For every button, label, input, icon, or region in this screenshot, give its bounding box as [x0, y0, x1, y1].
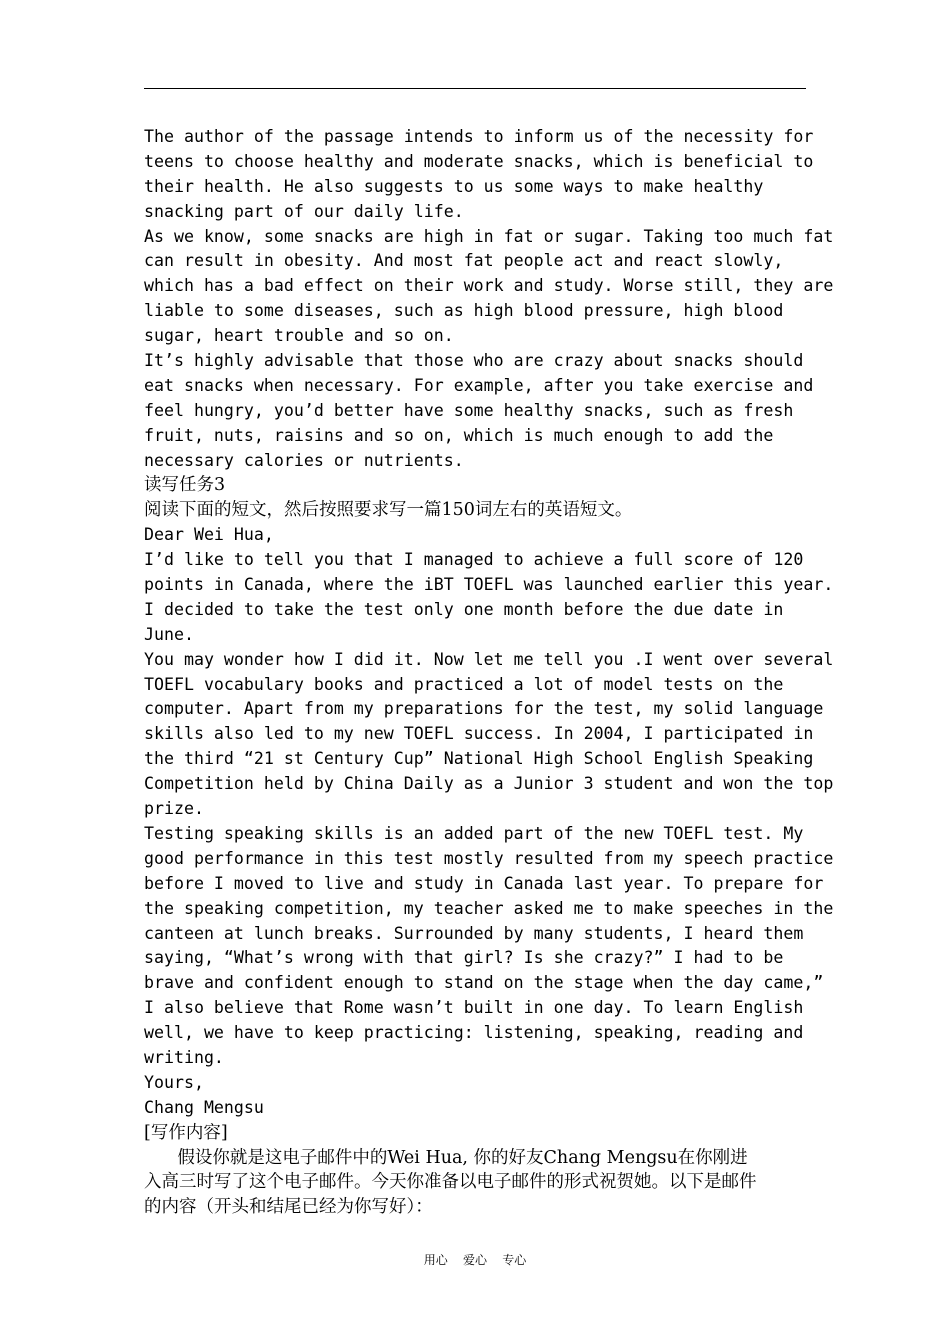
text-line: necessary calories or nutrients. — [144, 450, 464, 470]
text-line: teens to choose healthy and moderate snacks, which is beneficial to — [144, 151, 814, 171]
text-line: liable to some diseases, such as high blood pressure, high blood — [144, 301, 784, 321]
text-line: skills also led to my new TOEFL success. In 2004, I participated in — [144, 724, 814, 744]
text-line: their health. He also suggests to us some ways to make healthy — [144, 176, 764, 196]
instruction-text: 入高三时写了这个电子邮件。今天你准备以电子邮件的形式祝贺她。以下是邮件 — [144, 1172, 757, 1193]
text-line: sugar, heart trouble and so on. — [144, 326, 454, 346]
text-line: snacking part of our daily life. — [144, 201, 464, 221]
text-line: canteen at lunch breaks. Surrounded by many students, I heard them — [144, 923, 804, 943]
page-footer: 用心 爱心 专心 — [423, 1253, 527, 1267]
email-salutation: Dear Wei Hua, — [144, 525, 274, 545]
text-line: good performance in this test mostly resulted from my speech practice — [144, 848, 834, 868]
text-line: writing. — [144, 1047, 224, 1067]
text-line: before I moved to live and study in Canada last year. To prepare for — [144, 873, 824, 893]
text-line: eat snacks when necessary. For example, after you take exercise and — [144, 375, 814, 395]
text-line: the third “21 st Century Cup” National High School English Speaking — [144, 749, 814, 769]
text-line: fruit, nuts, raisins and so on, which is much enough to add the — [144, 425, 774, 445]
text-line: points in Canada, where the iBT TOEFL was launched earlier this year. — [144, 575, 834, 595]
text-line: Testing speaking skills is an added part of the new TOEFL test. My — [144, 823, 804, 843]
section-heading: 读写任务3 — [144, 475, 226, 496]
text-line: feel hungry, you’d better have some healthy snacks, such as fresh — [144, 400, 794, 420]
text-line: June. — [144, 624, 194, 644]
instruction-text: 的内容（开头和结尾已经为你写好）： — [144, 1197, 433, 1218]
text-line: prize. — [144, 799, 204, 819]
text-line: Competition held by China Daily as a Junior 3 student and won the top — [144, 774, 834, 794]
text-line: It’s highly advisable that those who are crazy about snacks should — [144, 351, 804, 371]
text-line: I decided to take the test only one month before the due date in — [144, 599, 784, 619]
text-line: The author of the passage intends to inform us of the necessity for — [144, 127, 814, 146]
text-line: brave and confident enough to stand on the stage when the day came,” — [144, 973, 824, 993]
text-line: I’d like to tell you that I managed to achieve a full score of 120 — [144, 550, 804, 570]
text-line: the speaking competition, my teacher asked me to make speeches in the — [144, 898, 834, 918]
document-body — [144, 125, 834, 1220]
text-line: can result in obesity. And most fat people act and react slowly, — [144, 251, 784, 271]
text-line: You may wonder how I did it. Now let me tell you .I went over several — [144, 649, 834, 669]
email-closing: Yours, — [144, 1072, 204, 1092]
writing-content-heading: [写作内容] — [144, 1122, 228, 1143]
text-line: I also believe that Rome wasn’t built in one day. To learn English — [144, 998, 804, 1018]
text-line: well, we have to keep practicing: listening, speaking, reading and — [144, 1023, 804, 1043]
email-signature: Chang Mengsu — [144, 1097, 264, 1117]
header-rule — [144, 88, 806, 89]
text-line: As we know, some snacks are high in fat or sugar. Taking too much fat — [144, 226, 834, 246]
instruction-text: 阅读下面的短文，然后按照要求写一篇150词左右的英语短文。 — [144, 500, 633, 521]
text-line: computer. Apart from my preparations for the test, my solid language — [144, 699, 824, 719]
text-line: TOEFL vocabulary books and practiced a lot of model tests on the — [144, 674, 784, 694]
text-line: saying, “What’s wrong with that girl? Is she crazy?” I had to be — [144, 948, 784, 968]
instruction-text: 假设你就是这电子邮件中的Wei Hua, 你的好友Chang Mengsu在你刚进 — [144, 1147, 748, 1168]
text-line: which has a bad effect on their work and study. Worse still, they are — [144, 276, 834, 296]
